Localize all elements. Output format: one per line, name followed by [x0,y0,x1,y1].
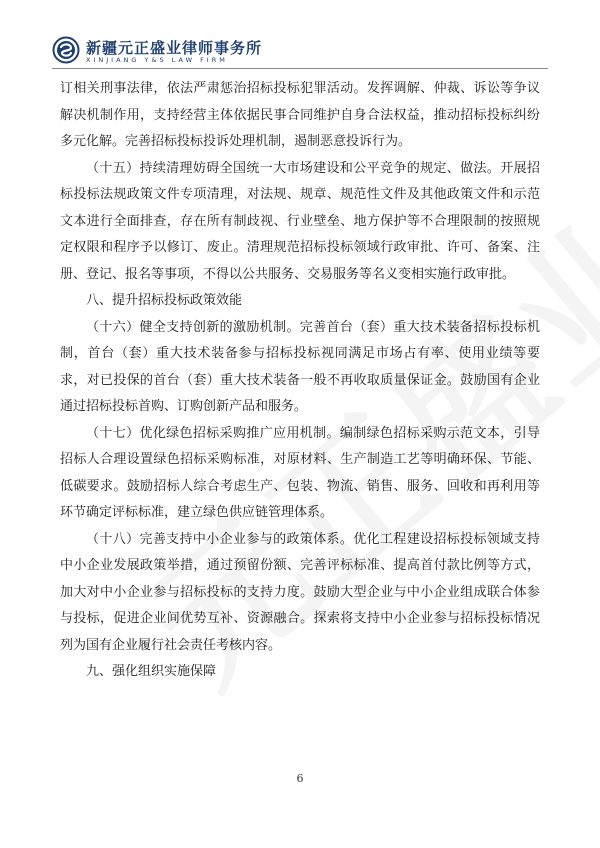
paragraph-item-18: （十八）完善支持中小企业参与的政策体系。优化工程建设招标投标领域支持中小企业发展政策举措，通过预留份额、完善评标标准、提高首付款比例等方式，加大对中小企业参与招标投标的支持力度。鼓励大型企业与中小企业组成联合体参与投标，促进企业间优势互补、资源融合。探索将支持中小企业参与招标投标情况列为国有企业履行社会责任考核内容。 [60,531,540,653]
firm-logo-icon [52,36,80,64]
paragraph-item-17: （十七）优化绿色招标采购推广应用机制。编制绿色招标采购示范文本，引导招标人合理设置绿色招标采购标准，对原材料、生产制造工艺等明确环保、节能、低碳要求。鼓励招标人综合考虑生产、包装、物流、销售、服务、回收和再利用等环节确定评标标准，建立绿色供应链管理体系。 [60,425,540,520]
page-header [52,36,552,66]
paragraph-item-16: （十六）健全支持创新的激励机制。完善首台（套）重大技术装备招标投标机制，首台（套）重大技术装备参与招标投标视同满足市场占有率、使用业绩等要求，对已投保的首台（套）重大技术装备一般不再收取质量保证金。鼓励国有企业通过招标投标首购、订购创新产品和服务。 [60,319,540,414]
page-number: 6 [296,772,304,785]
paragraph-continuation: 订相关刑事法律，依法严肃惩治招标投标犯罪活动。发挥调解、仲裁、诉讼等争议解决机制作用，支持经营主体依据民事合同维护自身合法权益，推动招标投标纠纷多元化解。完善招标投标投诉处理机制，遏制恶意投诉行为。 [60,81,540,149]
paragraph-item-15: （十五）持续清理妨碍全国统一大市场建设和公平竞争的规定、做法。开展招标投标法规政策文件专项清理，对法规、规章、规范性文件及其他政策文件和示范文本进行全面排查，存在所有制歧视、行业壁垒、地方保护等不合理限制的按照规定权限和程序予以修订、废止。清理规范招标投标领域行政审批、许可、备案、注册、登记、报名等事项，不得以公共服务、交易服务等名义变相实施行政审批。 [60,160,540,282]
section-heading-8: 八、提升招标投标政策效能 [86,293,243,308]
document-body [60,76,540,686]
firm-name-english: XINJIANG Y&S LAW FIRM [86,56,228,64]
firm-name-chinese: 新疆元正盛业律师事务所 [86,39,263,57]
header-divider [52,68,548,69]
section-heading-9: 九、强化组织实施保障 [86,664,217,679]
